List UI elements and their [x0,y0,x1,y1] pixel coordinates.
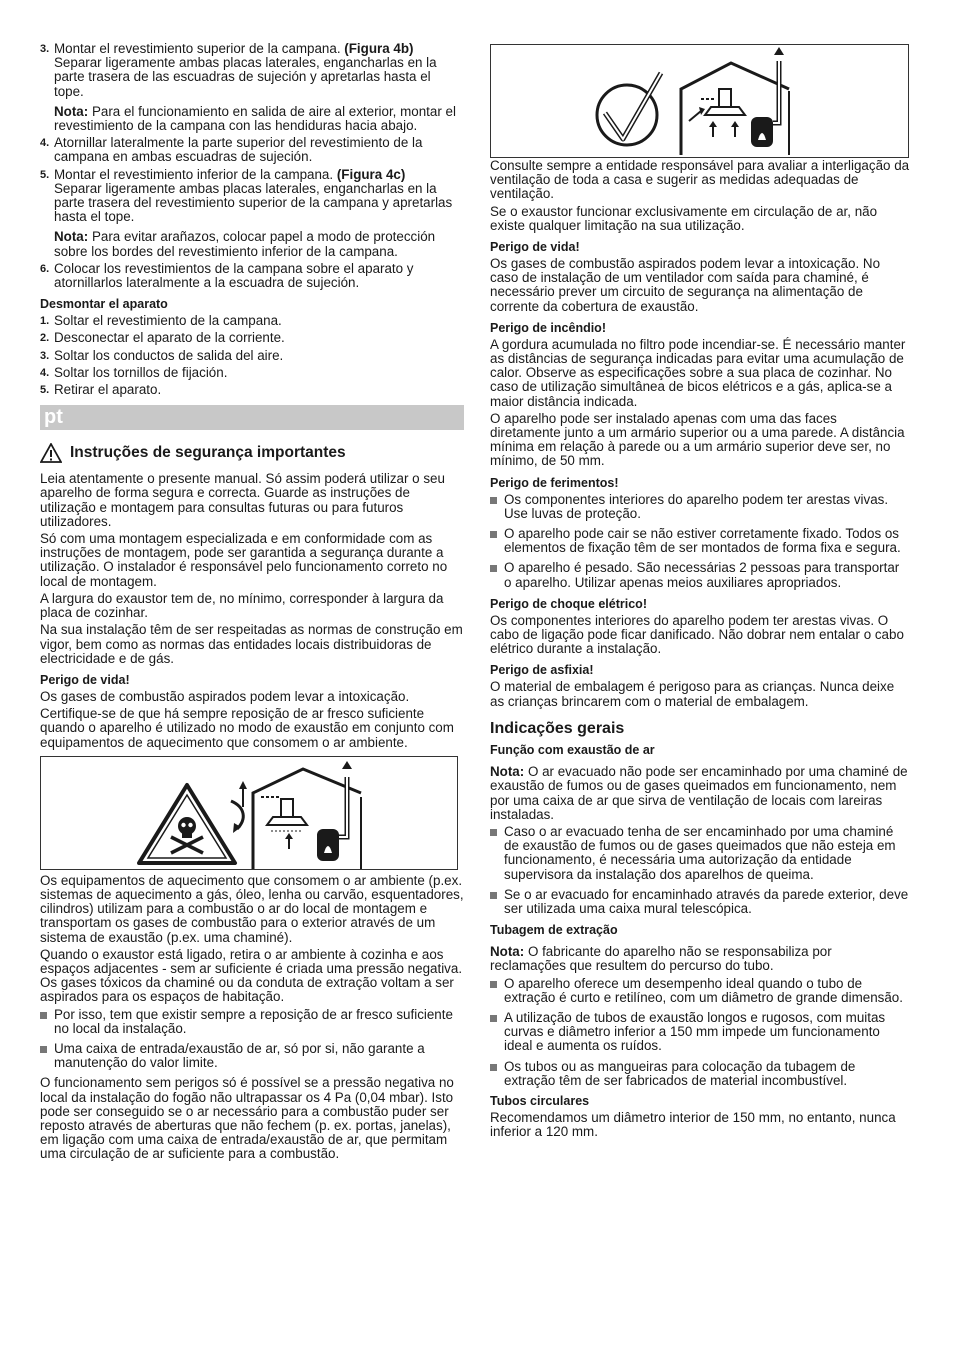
es-step-4: 4. Atornillar lateralmente la parte superior del revestimiento de la campana en ambas escuadras de sujeción. [40,135,423,165]
dismount-heading: Desmontar el aparato [40,297,168,312]
es-step-3: 3. Montar el revestimiento superior de la campana. (Figura 4b) Separar ligeramente ambas placas laterales, engancharlas en la parte trasera de las escuadras de sujeción y apretarlas hasta el tope. [40,41,437,99]
danger-life-p2: Certifique-se de que há sempre reposição de ar fresco suficiente quando o aparelho é utilizado no modo de exaustão em conjunto com equipamentos de aquecimento que consomem o ar ambiente. [40,706,454,750]
poison-gas-house-illustration [41,757,459,869]
dismount-step: 2. Desconectar el aparato de la corriente. [40,330,285,346]
heating-p1: Os equipamentos de aquecimento que consomem o ar ambiente (p.ex. sistemas de aquecimento a gás, óleo, lenha ou carvão, esquentadores, cilindros) utilizam para a combustão o ar do local de montagem e transportam os gases de combustão para o exterior através de um sistema de exaustão (p.ex. uma chaminé). [40,872,464,945]
dismount-step: 5. Retirar el aparato. [40,382,162,398]
tube-note: Nota: O fabricante do aparelho não se responsabiliza por reclamações que resultem do percurso do tubo. [490,944,832,974]
shock-heading: Perigo de choque elétrico! [490,596,647,611]
right-column [490,44,910,1142]
injury-bullet: O aparelho pode cair se não estiver corretamente fixado. Todos os elementos de fixação têm de ser montados de forma fixa e segura. [490,527,910,555]
left-column [40,42,464,1165]
language-bar: pt [40,405,464,430]
danger-illustration [40,756,458,870]
exhaust-note: Nota: O ar evacuado não pode ser encaminhado por uma chaminé de exaustão de fumos ou de gases queimados em funcionamento, nem por uma caixa de ar que sirva de ventilação de locais com lareiras instaladas. [490,764,908,822]
es-note-2: Nota: Para evitar arañazos, colocar papel a modo de protección sobre los bordes del revestimiento inferior de la campana. [54,229,436,259]
tube-bullet: A utilização de tubos de exaustão longos e rugosos, com muitas curvas e diâmetro inferior a 150 mm impede um funcionamento ideal e aumenta os ruídos. [490,1011,910,1054]
exhaust-bullet: Caso o ar evacuado tenha de ser encaminhado por uma chaminé de exaustão de fumos ou de gases queimados que não esteja em funcionamento, é necessária uma autorização da entidade supervisora da instalação dos aparelhos de queima. [490,825,910,882]
safety-p2: Só com uma montagem especializada e em conformidade com as instruções de montagem, pode ser garantida a segurança durante a utilização. O instalador é responsável pelo funcionamento correto no local de montagem. [40,531,448,589]
heating-bullet: Uma caixa de entrada/exaustão de ar, só por si, não garante a manutenção do valor limite. [40,1042,464,1070]
safety-p4: Na sua instalação têm de ser respeitadas as normas de construção em vigor, bem como as normas das entidades locais distribuidoras de electricidade e de gás. [40,622,463,666]
safety-p1: Leia atentamente o presente manual. Só assim poderá utilizar o seu aparelho de forma segura e correcta. Guarde as instruções de utilização e montagem para consultas futuras ou para futuros utilizadores. [40,471,445,529]
life-heading: Perigo de vida! [490,240,580,255]
general-heading: Indicações gerais [490,719,625,737]
recirc-p: Se o exaustor funcionar exclusivamente em circulação de ar, não existe qualquer limitação na sua utilização. [490,203,878,233]
asphyx-p: O material de embalagem é perigoso para as crianças. Nunca deixe as crianças brincarem com o material de embalagem. [490,679,895,709]
safety-heading: Instruções de segurança importantes [40,443,464,463]
exhaust-heading: Função com exaustão de ar [490,743,655,758]
tube-bullet: O aparelho oferece um desempenho ideal quando o tubo de extração é curto e retilíneo, com um diâmetro de grande dimensão. [490,977,910,1005]
recirculation-illustration [490,44,909,158]
safety-p3: A largura do exaustor tem de, no mínimo, corresponder à largura da placa de cozinhar. [40,590,444,621]
warning-triangle-icon [40,443,62,463]
dismount-steps [40,314,464,397]
danger-life-heading: Perigo de vida! [40,672,130,687]
asphyx-heading: Perigo de asfixia! [490,663,594,678]
tube-heading: Tubagem de extração [490,923,618,938]
tube-bullet: Os tubos ou as mangueiras para colocação da tubagem de extração têm de ser fabricados de material incombustível. [490,1060,910,1088]
es-note-1: Nota: Para el funcionamiento en salida de aire al exterior, montar el revestimiento de la campana con las hendiduras hacia abajo. [54,103,456,134]
injury-bullet: O aparelho é pesado. São necessárias 2 pessoas para transportar o aparelho. Utilizar apenas meios auxiliares apropriados. [490,561,910,589]
dismount-step: 1. Soltar el revestimiento de la campana. [40,313,282,329]
dismount-step: 4. Soltar los tornillos de fijación. [40,364,228,380]
fire-p2: O aparelho pode ser instalado apenas com uma das faces diretamente junto a um armário superior ou a uma parede. A distância mínima em relação à parede ou a um armário superior deve ser, no mínimo, de 50 mm. [490,410,905,469]
heating-bullet: Por isso, tem que existir sempre a reposição de ar fresco suficiente no local da instalação. [40,1008,464,1036]
fire-p1: A gordura acumulada no filtro pode incendiar-se. É necessário manter as distâncias de segurança indicadas para evitar uma acumulação de calor. Observe as especificações sobre a sua placa de cozinhar. No caso de utilização simultânea de bicos elétricos e a gás, aplica-se a maior distância indicada. [490,336,906,409]
heating-p3: O funcionamento sem perigos só é possível se a pressão negativa no local da instalação do fogão não ultrapassar os 4 Pa (0,04 mbar). Isto pode ser conseguido se o ar necessário para a combustão puder ser reposto através de aberturas que não fechem (p. ex. portas, janelas), em ligação com uma caixa de entrada/exaustão de ar, que permitam uma circulação de ar suficiente para a combustão. [40,1075,454,1162]
heating-p2: Quando o exaustor está ligado, retira o ar ambiente à cozinha e aos espaços adjacentes - sem ar suficiente é criada uma pressão negativa. Os gases tóxicos da chaminé ou da conduta de extração voltam a ser aspirados para os espaços de habitação. [40,946,463,1005]
es-step-6: 6. Colocar los revestimientos de la campana sobre el aparato y atornillarlos lateralmente a la escuadra de sujeción. [40,260,414,291]
round-heading: Tubos circulares [490,1093,590,1108]
injury-bullet: Os componentes interiores do aparelho podem ter arestas vivas. Use luvas de proteção. [490,493,910,521]
es-step-5: 5. Montar el revestimiento inferior de la campana. (Figura 4c) Separar ligeramente ambas placas laterales, engancharlas en la parte trasera del revestimiento superior de la campana y apretarlas hasta el tope. [40,166,453,225]
fire-heading: Perigo de incêndio! [490,320,606,335]
exhaust-bullet: Se o ar evacuado for encaminhado através da parede exterior, deve ser utilizada uma caixa mural telescópica. [490,888,910,916]
consult-p: Consulte sempre a entidade responsável para avaliar a interligação da ventilação de toda a casa e sugerir as medidas adequadas de ventilação. [490,158,910,202]
life-p: Os gases de combustão aspirados podem levar a intoxicação. No caso de instalação de um ventilador com saída para chaminé, é necessário prever um circuito de segurança na alimentação de corrente da cobertura de exaustão. [490,256,881,314]
round-p: Recomendamos um diâmetro interior de 150 mm, no entanto, nunca inferior a 120 mm. [490,1109,896,1140]
dismount-step: 3. Soltar los conductos de salida del aire. [40,347,284,363]
shock-p: Os componentes interiores do aparelho podem ter arestas vivas. O cabo de ligação pode ficar danificado. Não dobrar nem entalar o cabo elétrico durante a instalação. [490,612,904,657]
injury-heading: Perigo de ferimentos! [490,475,619,490]
checkmark-house-illustration [491,45,910,157]
danger-life-p1: Os gases de combustão aspirados podem levar a intoxicação. [40,688,410,704]
